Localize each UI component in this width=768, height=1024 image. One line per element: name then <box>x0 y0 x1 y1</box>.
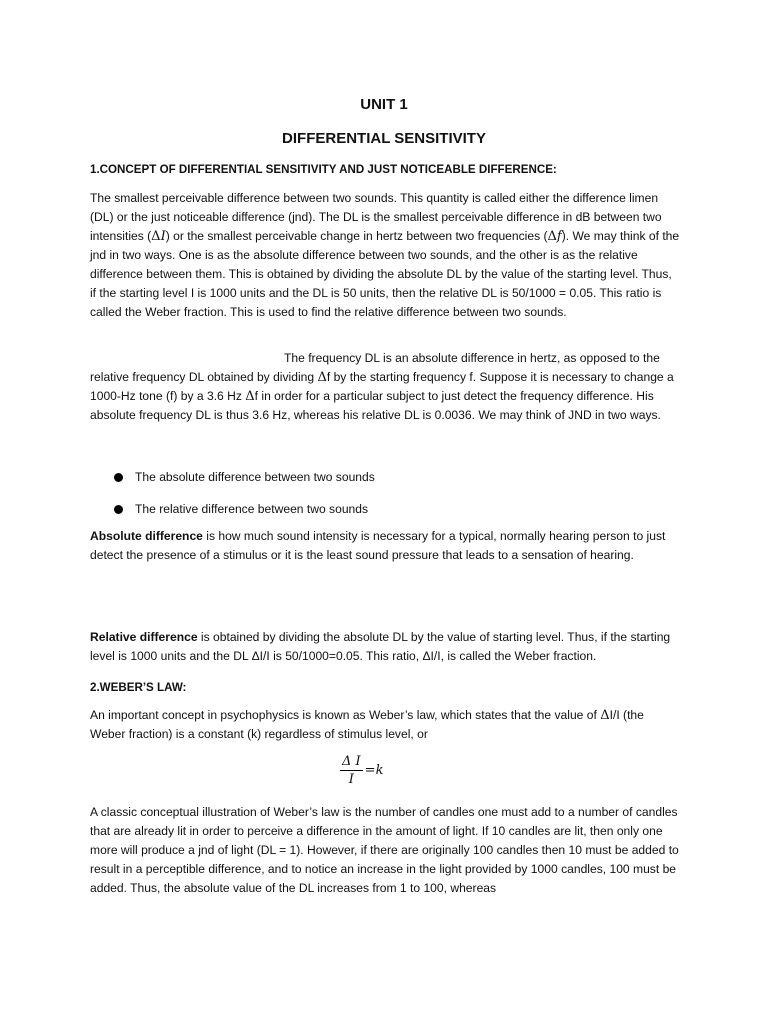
paragraph-5-text-a: An important concept in psychophysics is known as Weber’s law, which states that the value of <box>90 708 601 722</box>
paragraph-3 <box>90 527 680 565</box>
paragraph-1-text-a: The smallest perceivable difference between two sounds. This quantity is called either the difference limen (DL) or the just noticeable difference (jnd). The DL is the smallest perceivable difference in dB between two intensities ( <box>90 191 662 243</box>
term-absolute-difference: Absolute difference <box>90 529 203 543</box>
paragraph-2-text-a: The frequency DL is an absolute difference in hertz, as opposed to the relative frequency DL obtained by dividing <box>90 351 660 384</box>
list-item <box>114 468 674 487</box>
weber-fraction <box>340 754 363 787</box>
delta-symbol: Δ <box>547 229 557 244</box>
intensity-symbol: I <box>160 229 166 244</box>
paragraph-6: A classic conceptual illustration of Weber’s law is the number of candles one must add to a number of candles that are already lit in order to perceive a difference in the amount of light. If 10 candles are lit, then only one more will produce a jnd of light (DL = 1). However, if there are originally 100 candles then 10 must be added to result in a perceptible difference, and to notice an increase in the light provided by 1000 candles, 100 must be added. Thus, the absolute value of the DL increases from 1 to 100, whereas <box>90 805 679 895</box>
formula-constant: k <box>375 763 384 778</box>
weber-formula <box>340 754 383 787</box>
unit-title: UNIT 1 <box>360 96 408 113</box>
paragraph-5-text-b: I/I (the Weber fraction) is a constant (k) regardless of stimulus level, or <box>90 708 644 741</box>
term-relative-difference: Relative difference <box>90 630 198 644</box>
delta-symbol: Δ <box>317 370 327 385</box>
delta-symbol: Δ <box>245 389 255 404</box>
paragraph-1-text-c: ). We may think of the jnd in two ways. One is as the absolute difference between two sounds, and the other is as the relative difference between them. This is obtained by dividing the absolute DL by the value of the starting level. Thus, if the starting level I is 1000 units and the DL is 50 units, then the relative DL is 50/1000 = 0.05. This ratio is called the Weber fraction. This is used to find the relative difference between two sounds. <box>90 229 680 319</box>
formula-numerator: Δ I <box>342 754 361 769</box>
frequency-symbol: f <box>556 229 562 244</box>
bullet-icon <box>114 505 123 514</box>
paragraph-2-text-b: f by the starting frequency f. Suppose it is necessary to change a 1000-Hz tone (f) by a 3.6 Hz <box>90 370 674 403</box>
list-item-text: The absolute difference between two sounds <box>135 470 375 484</box>
delta-symbol: Δ <box>600 708 610 723</box>
paragraph-3-text: is how much sound intensity is necessary for a typical, normally hearing person to just detect the presence of a stimulus or it is the least sound pressure that leads to a sensation of hearing. <box>90 529 666 562</box>
paragraph-4-text: is obtained by dividing the absolute DL by the value of starting level. Thus, if the starting level is 1000 units and the DL ΔI/I is 50/1000=0.05. This ratio, ΔI/I, is called the Weber fraction. <box>90 630 671 663</box>
formula-equals: = <box>364 763 376 778</box>
list-item-text: The relative difference between two sounds <box>135 502 369 516</box>
delta-symbol: Δ <box>151 229 161 244</box>
paragraph-1 <box>90 189 680 322</box>
paragraph-2 <box>90 349 680 425</box>
section2-title: 2.WEBER’S LAW: <box>90 681 187 694</box>
paragraph-2-text-c: f in order for a particular subject to just detect the frequency difference. His absolute frequency DL is thus 3.6 Hz, whereas his relative DL is 0.0036. We may think of JND in two ways. <box>90 389 661 422</box>
paragraph-4 <box>90 628 680 666</box>
bullet-icon <box>114 473 123 482</box>
section1-title: 1.CONCEPT OF DIFFERENTIAL SENSITIVITY AND JUST NOTICEABLE DIFFERENCE: <box>90 163 557 176</box>
list-item <box>114 500 674 519</box>
paragraph-5 <box>90 706 680 744</box>
paragraph-1-text-b: ) or the smallest perceivable change in hertz between two frequencies ( <box>165 229 548 243</box>
formula-denominator: I <box>348 772 354 787</box>
main-title: DIFFERENTIAL SENSITIVITY <box>282 130 486 147</box>
